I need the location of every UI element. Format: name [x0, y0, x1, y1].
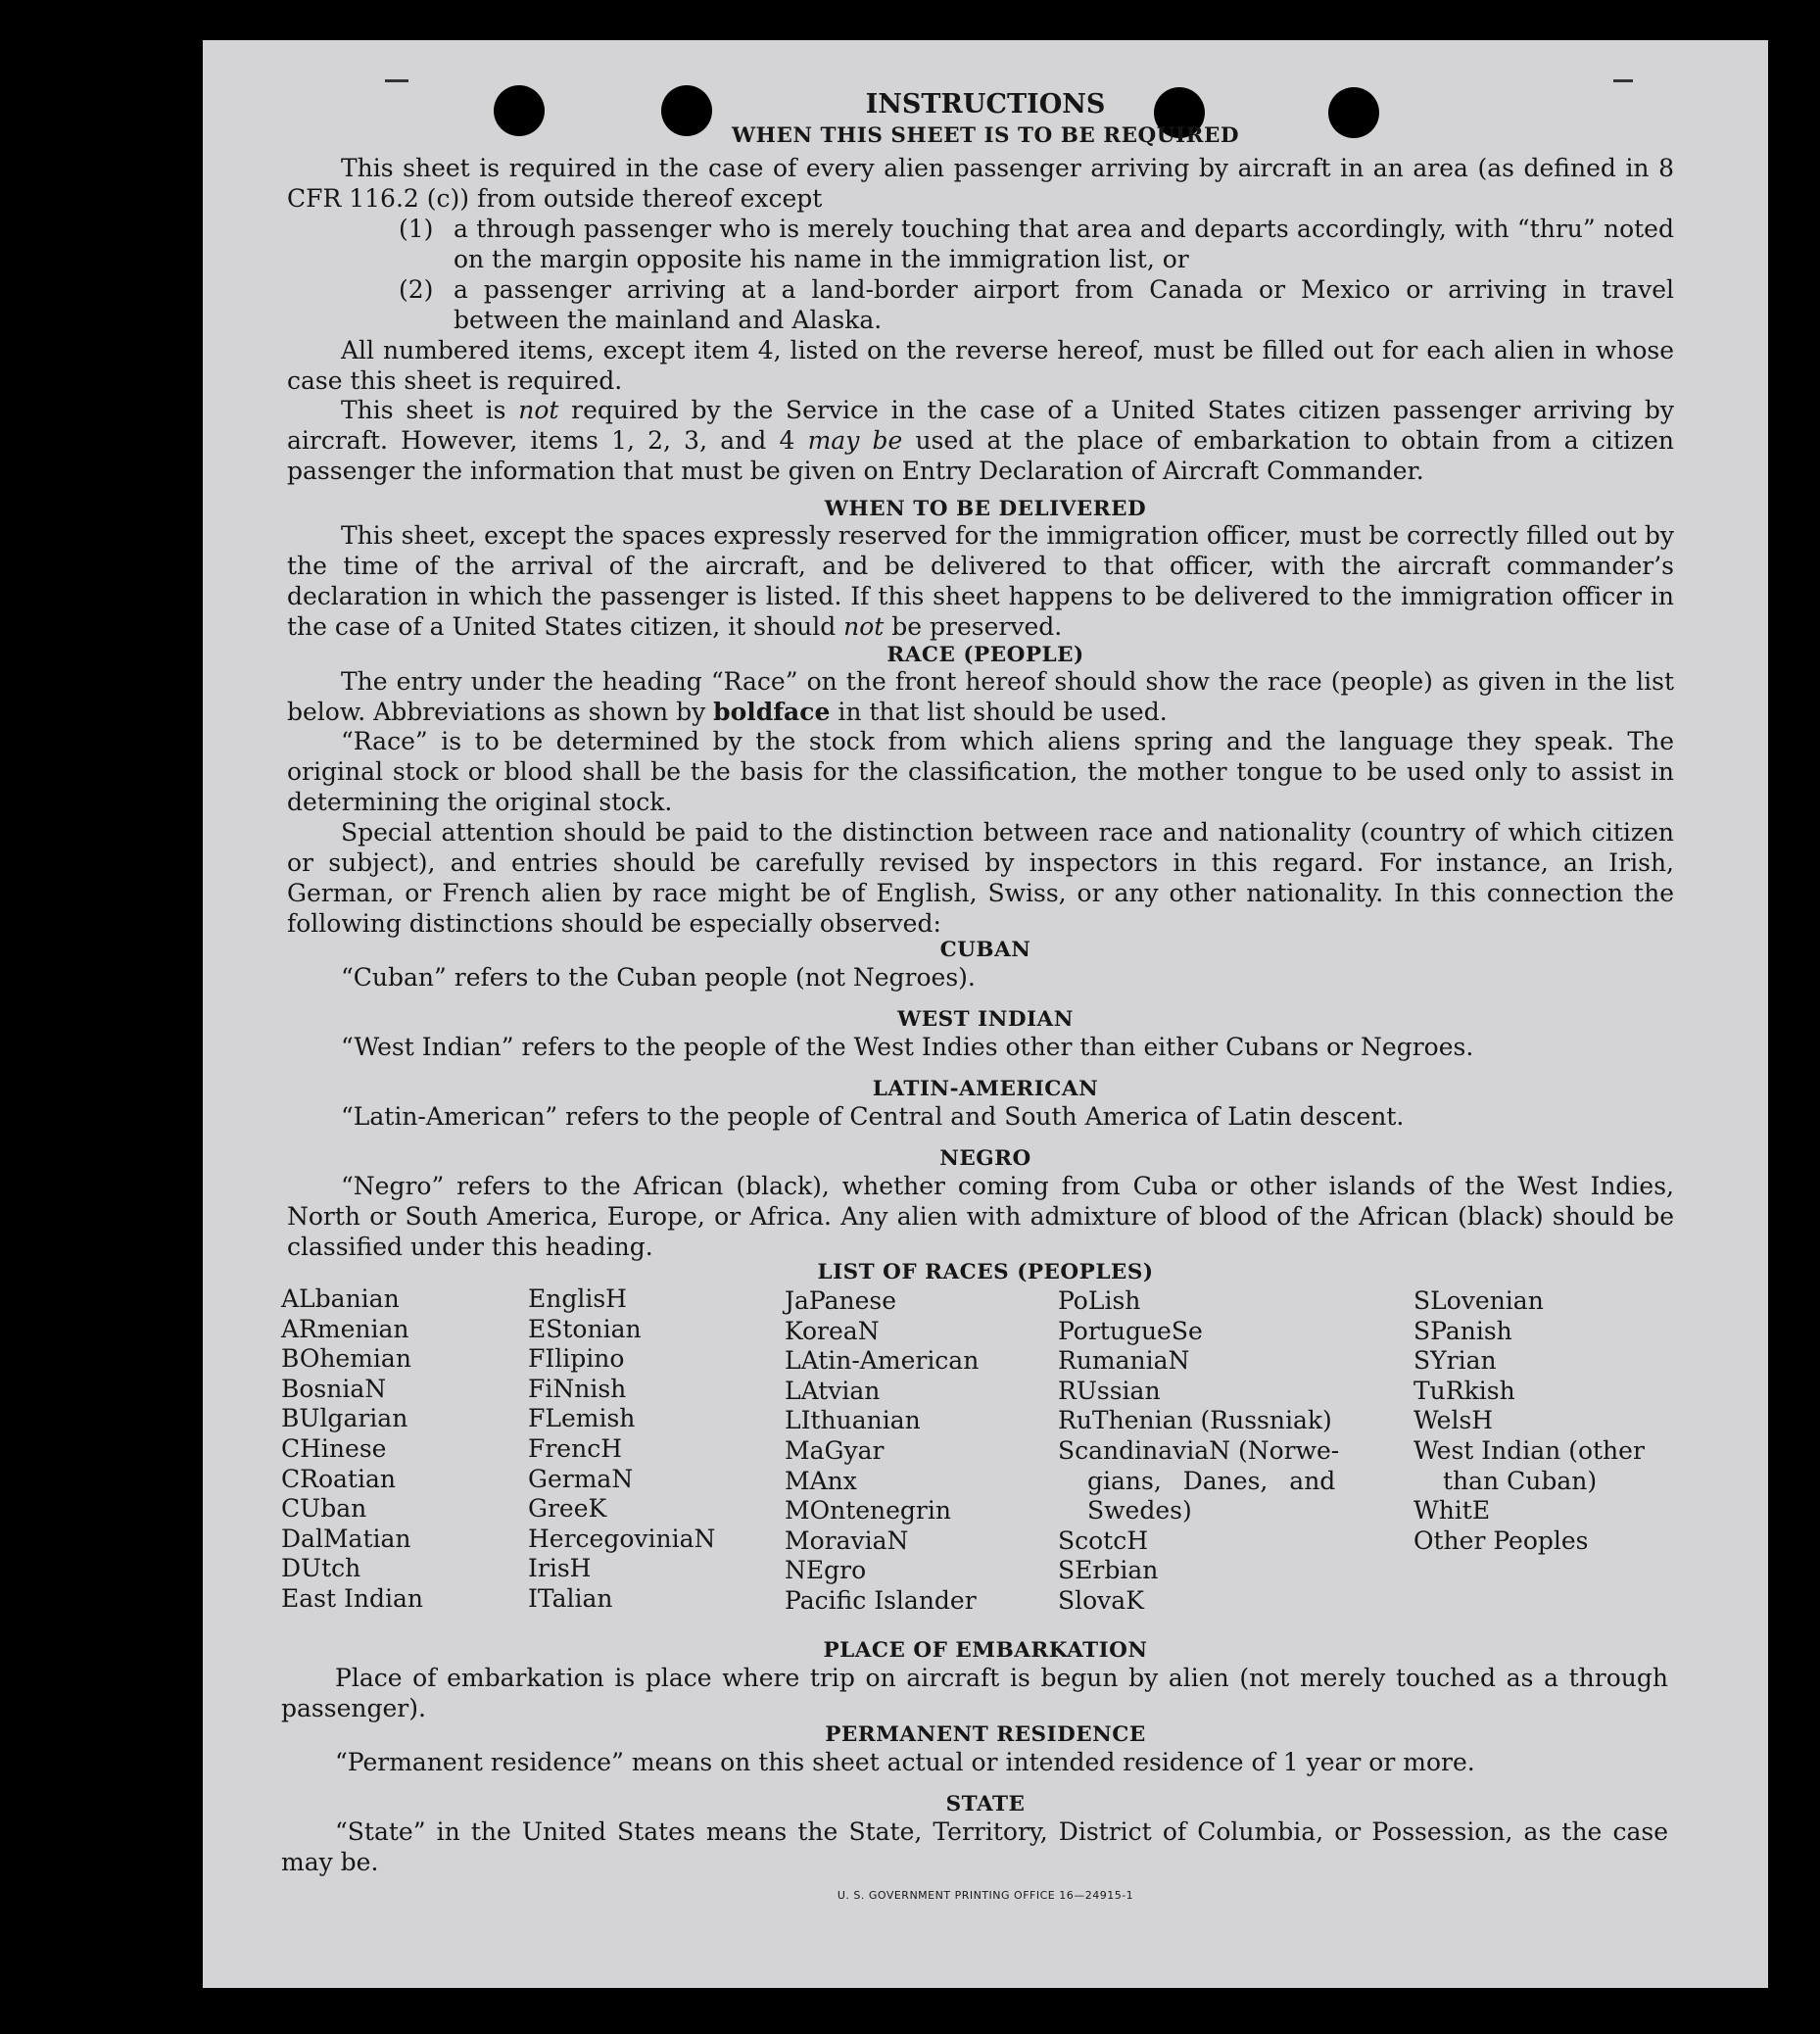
section-heading: NEGRO — [939, 1146, 1031, 1171]
list-item: IrisH — [528, 1554, 592, 1583]
list-item: WhitE — [1413, 1496, 1491, 1526]
list-item: SPanish — [1413, 1316, 1512, 1345]
list-item: EStonian — [528, 1314, 642, 1343]
list-item: RumaniaN — [1058, 1346, 1190, 1376]
delivered-text: This sheet, except the spaces expressly reserved for the immigration officer, must be correctly filled out by the time of the arrival of the aircraft, and be delivered to that officer, with the aircraft commander’s declaration in which the passenger is listed. If this sheet happens to be delivered to the immigration officer in the case of a United States citizen, it should not be preserved. — [287, 521, 1674, 641]
list-item: MAnx — [785, 1466, 857, 1495]
list-item: ITalian — [528, 1583, 613, 1613]
embarkation-text: Place of embarkation is place where trip on aircraft is begun by alien (not merely touched as a through passenger). — [281, 1664, 1668, 1722]
list-item: MOntenegrin — [785, 1496, 951, 1526]
list-item: SlovaK — [1058, 1585, 1144, 1615]
list-item: LIthuanian — [785, 1406, 921, 1435]
list-item: PortugueSe — [1058, 1316, 1203, 1345]
list-item: KoreaN — [785, 1316, 880, 1345]
race-para1: The entry under the heading “Race” on the front hereof should show the race (people) as given in the list below. Abbreviations as shown by boldface in that list should be used. — [287, 667, 1674, 726]
cuban-text: “Cuban” refers to the Cuban people (not Negroes). — [341, 963, 976, 992]
list-item: SYrian — [1413, 1346, 1497, 1376]
list-item: DalMatian — [281, 1524, 411, 1553]
section-heading: STATE — [945, 1792, 1026, 1816]
list-item: FiNnish — [528, 1374, 627, 1403]
list-item: FrencH — [528, 1433, 622, 1463]
item-number: (1) — [399, 215, 434, 243]
list-item: NEgro — [785, 1556, 867, 1585]
exception-item: a through passenger who is merely touching that area and departs accordingly, with “thru” noted on the margin opposite his name in the immigration list, or — [454, 215, 1674, 273]
race-para3: Special attention should be paid to the distinction between race and nationality (country of which citizen or subject), and entries should be carefully revised by inspectors in this regard. For instance, an Irish, German, or French alien by race might be of English, Swiss, or any other nationality. In this connection the following distinctions should be especially observed: — [287, 818, 1674, 938]
latin-text: “Latin-American” refers to the people of Central and South America of Latin descent. — [341, 1102, 1405, 1131]
race-list-column-1 — [281, 1284, 423, 1615]
list-item: EnglisH — [528, 1284, 627, 1313]
list-item: MoraviaN — [785, 1526, 909, 1555]
list-item: LAtvian — [785, 1376, 881, 1405]
list-item: West Indian (other — [1413, 1435, 1645, 1465]
list-item: FIlipino — [528, 1344, 625, 1374]
list-item: RUssian — [1058, 1376, 1161, 1405]
section-heading: PLACE OF EMBARKATION — [823, 1638, 1148, 1663]
list-item: RuThenian (Russniak) — [1058, 1406, 1332, 1435]
section-heading: WHEN TO BE DELIVERED — [824, 497, 1147, 521]
section-heading: LATIN-AMERICAN — [872, 1077, 1099, 1101]
list-item: HercegoviniaN — [528, 1524, 716, 1553]
list-item: ARmenian — [281, 1314, 409, 1343]
list-item: BosniaN — [281, 1374, 387, 1403]
exception-item: a passenger arriving at a land-border airport from Canada or Mexico or arriving in travel between the mainland and Alaska. — [454, 275, 1674, 334]
section-heading: LIST OF RACES (PEOPLES) — [817, 1260, 1154, 1284]
section-heading: WEST INDIAN — [897, 1007, 1074, 1032]
page-subtitle: WHEN THIS SHEET IS TO BE REQUIRED — [732, 123, 1239, 148]
state-text: “State” in the United States means the State, Territory, District of Columbia, or Possession, as the case may be. — [281, 1817, 1668, 1876]
list-item: BUlgarian — [281, 1404, 408, 1433]
list-item: PoLish — [1058, 1286, 1141, 1315]
required-intro: This sheet is required in the case of every alien passenger arriving by aircraft in an area (as defined in 8 CFR 116.2 (c)) from outside thereof except — [287, 154, 1674, 213]
list-item: GreeK — [528, 1494, 607, 1524]
race-list-column-3 — [785, 1286, 979, 1617]
west-indian-text: “West Indian” refers to the people of the West Indies other than either Cubans or Negroes. — [341, 1033, 1474, 1061]
list-item: CHinese — [281, 1433, 387, 1463]
scan-mark — [1613, 79, 1633, 82]
list-item: ScotcH — [1058, 1526, 1149, 1555]
list-item: JaPanese — [785, 1286, 897, 1315]
list-item: CRoatian — [281, 1464, 396, 1493]
scan-mark — [385, 79, 408, 82]
list-item: DUtch — [281, 1554, 361, 1583]
list-item: ALbanian — [281, 1284, 400, 1313]
race-list-column-2 — [528, 1284, 715, 1615]
list-item: East Indian — [281, 1583, 423, 1613]
list-item: gians, Danes, and — [1087, 1466, 1336, 1495]
list-item: LAtin-American — [785, 1346, 980, 1376]
race-list-column-5 — [1413, 1286, 1645, 1556]
list-item: Pacific Islander — [785, 1585, 977, 1615]
list-item: FLemish — [528, 1404, 636, 1433]
list-item: Other Peoples — [1413, 1526, 1589, 1555]
list-item: than Cuban) — [1443, 1466, 1598, 1495]
instruction-sheet — [203, 40, 1768, 1988]
list-item: SLovenian — [1413, 1286, 1544, 1315]
race-list-column-4 — [1058, 1286, 1339, 1617]
residence-text: “Permanent residence” means on this sheet actual or intended residence of 1 year or more. — [335, 1748, 1475, 1776]
item-number: (2) — [399, 275, 434, 304]
list-item: MaGyar — [785, 1435, 885, 1465]
list-item: CUban — [281, 1494, 367, 1524]
list-item: WelsH — [1413, 1406, 1494, 1435]
required-para3: This sheet is not required by the Service in the case of a United States citizen passenger arriving by aircraft. However, items 1, 2, 3, and 4 may be used at the place of embarkation to obtain from a citizen passenger the information that must be given on Entry Declaration of Aircraft Commander. — [287, 396, 1675, 485]
page-title: INSTRUCTIONS — [865, 89, 1106, 120]
list-item: GermaN — [528, 1464, 634, 1493]
printer-imprint: U. S. GOVERNMENT PRINTING OFFICE 16—24915-1 — [837, 1889, 1134, 1902]
list-item: BOhemian — [281, 1344, 411, 1374]
race-para2: “Race” is to be determined by the stock from which aliens spring and the language they speak. The original stock or blood shall be the basis for the classification, the mother tongue to be used only to assist in determining the original stock. — [287, 727, 1674, 816]
section-heading: CUBAN — [939, 938, 1031, 962]
negro-text: “Negro” refers to the African (black), whether coming from Cuba or other islands of the West Indies, North or South America, Europe, or Africa. Any alien with admixture of blood of the African (black) should be classified under this heading. — [287, 1172, 1674, 1261]
list-item: TuRkish — [1413, 1376, 1515, 1405]
list-item: SErbian — [1058, 1556, 1159, 1585]
required-para2: All numbered items, except item 4, listed on the reverse hereof, must be filled out for each alien in whose case this sheet is required. — [287, 336, 1674, 395]
section-heading: RACE (PEOPLE) — [886, 643, 1084, 667]
list-item: Swedes) — [1087, 1496, 1192, 1526]
section-heading: PERMANENT RESIDENCE — [825, 1722, 1146, 1747]
list-item: ScandinaviaN (Norwe- — [1058, 1435, 1340, 1465]
